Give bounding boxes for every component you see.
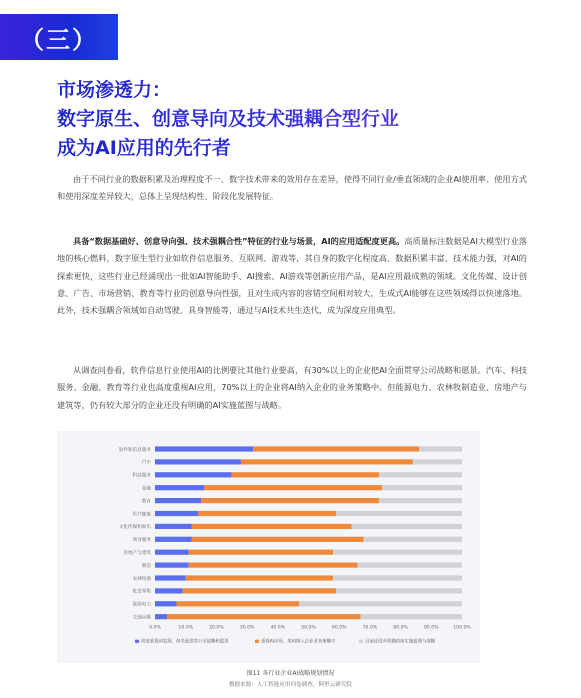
section-badge: （三） xyxy=(0,14,118,60)
bar-segment xyxy=(201,498,379,503)
bar-segment xyxy=(192,537,364,542)
category-label: 文化传媒和娱乐 xyxy=(118,525,151,531)
bar-segment xyxy=(333,550,462,555)
bar-segment xyxy=(167,614,360,619)
x-tick-label: 90.0% xyxy=(424,625,439,631)
category-label: 医疗健康 xyxy=(132,512,151,518)
bar-segment xyxy=(232,472,379,477)
bar-segment xyxy=(155,563,189,568)
legend-swatch xyxy=(255,640,259,643)
bar-segment xyxy=(351,524,462,529)
x-tick-label: 20.0% xyxy=(209,625,224,631)
bar-segment xyxy=(253,446,419,451)
bar-segment xyxy=(299,601,462,606)
bar-segment xyxy=(336,588,462,593)
chart-panel xyxy=(57,431,480,663)
bar-segment xyxy=(155,485,204,490)
bar-segment xyxy=(186,575,333,580)
figure-caption: 图11 各行业企业AI战略规划情况 xyxy=(246,670,335,677)
bar-segment xyxy=(419,446,462,451)
legend-label: 目前还没有明确的AI实施蓝图与战略 xyxy=(365,639,436,645)
title-line-3: 成为AI应用的先行者 xyxy=(57,134,537,163)
x-tick-label: 100.0% xyxy=(453,625,471,631)
bar-segment xyxy=(382,485,462,490)
bar-segment xyxy=(155,511,198,516)
paragraph-1: 由于不同行业的数据积累及治理程度不一、数字技术带来的效用存在差异，使得不同行业/垂直领域的企业AI使用率、使用方式和使用深度差异较大，总体上呈现结构性、阶段化发展特征。 xyxy=(57,174,527,202)
bar-segment xyxy=(155,459,241,464)
stacked-bar-chart xyxy=(57,431,480,663)
category-label: 房地产与建筑 xyxy=(123,551,151,556)
section-title xyxy=(57,76,537,163)
x-tick-label: 40.0% xyxy=(270,625,286,631)
bar-segment xyxy=(155,498,201,503)
bar-segment xyxy=(155,472,232,477)
category-label: 批发零售 xyxy=(132,589,151,595)
bar-segment xyxy=(189,550,333,555)
title-line-1: 市场渗透力： xyxy=(57,76,537,105)
category-label: 软件和信息服务 xyxy=(118,447,151,453)
bar-segment xyxy=(192,524,352,529)
bar-segment xyxy=(364,537,462,542)
paragraph-2-body: 高质量标注数据是AI大模型行业落地的核心燃料，数字原生型行业如软件信息服务、互联网、游戏等，其自身的数字化程度高、数据积累丰富、技术能力强，对AI的探索更快，这些行业已经涌现出一批如AI智能助手、AI搜索、AI游戏等创新应用产品，是AI应用最成熟的领域。文化传媒、设计创意、广告、市场营销、教育等行业的创意导向性强，且对生成内容的容错空间相对较大，生成式AI能够在这些领域得以快速落地。此外，技术强耦合领域如自动驾驶、具身智能等，通过与AI技术共生迭代，成为深度应用典型。 xyxy=(57,236,527,316)
category-label: 金融 xyxy=(141,486,151,492)
legend-swatch xyxy=(135,640,139,643)
category-label: 农林牧渔 xyxy=(132,576,151,582)
bar-segment xyxy=(155,537,192,542)
category-label: 制造 xyxy=(141,563,151,569)
x-tick-label: 50.0% xyxy=(301,625,316,631)
bar-segment xyxy=(176,601,299,606)
legend-label: 高度重视AI发展，AI全面贯穿公司战略和愿景 xyxy=(141,639,229,645)
category-label: 汽车 xyxy=(141,460,151,466)
category-label: 科技服务 xyxy=(132,473,151,479)
x-tick-label: 0.0% xyxy=(149,625,161,631)
bar-segment xyxy=(333,575,462,580)
bar-segment xyxy=(379,498,462,503)
bar-segment xyxy=(155,588,183,593)
bar-segment xyxy=(155,550,189,555)
bar-segment xyxy=(336,511,462,516)
x-tick-label: 60.0% xyxy=(331,625,347,631)
category-label: 能源电力 xyxy=(132,602,151,608)
figure-source: 数据来源：人工智能应用问卷调查，阿里云研究院 xyxy=(228,682,353,688)
category-label: 交通运输 xyxy=(132,615,151,621)
x-tick-label: 70.0% xyxy=(362,625,378,631)
bar-segment xyxy=(413,459,462,464)
x-tick-label: 80.0% xyxy=(393,625,408,631)
bar-segment xyxy=(183,588,337,593)
bar-segment xyxy=(155,446,253,451)
bar-segment xyxy=(241,459,413,464)
bar-segment xyxy=(155,524,192,529)
title-line-2: 数字原生、创意导向及技术强耦合型行业 xyxy=(57,105,537,134)
x-tick-label: 10.0% xyxy=(178,625,193,631)
bar-segment xyxy=(189,563,358,568)
bar-segment xyxy=(155,614,167,619)
category-label: 商业服务 xyxy=(132,538,151,544)
legend-swatch xyxy=(359,640,363,643)
paragraph-3: 从调查问卷看，软件信息行业使用AI的比例要比其他行业要高，有30%以上的企业把AI全面贯穿公司战略和愿景。汽车、科技服务、金融、教育等行业也高度重视AI应用，70%以上的企业将AI纳入企业的业务策略中。但能源电力、农林牧制造业、房地产与建筑等，仍有较大部分的企业还没有明确的AI实施蓝图与战略。 xyxy=(57,365,527,410)
bar-segment xyxy=(361,614,462,619)
bar-segment xyxy=(155,575,186,580)
category-label: 教育 xyxy=(141,499,151,505)
bar-segment xyxy=(204,485,382,490)
paragraph-2-lead: 具备“数据基础好、创意导向强、技术强耦合性”特征的行业与场景，AI的应用适配度更高。 xyxy=(73,236,405,246)
bar-segment xyxy=(155,601,176,606)
legend-label: 重视AI应用，将AI纳入企业业务策略中 xyxy=(261,639,336,645)
bar-segment xyxy=(358,563,462,568)
bar-segment xyxy=(379,472,462,477)
paragraph-2 xyxy=(57,233,527,319)
x-tick-label: 30.0% xyxy=(239,625,255,631)
bar-segment xyxy=(198,511,336,516)
